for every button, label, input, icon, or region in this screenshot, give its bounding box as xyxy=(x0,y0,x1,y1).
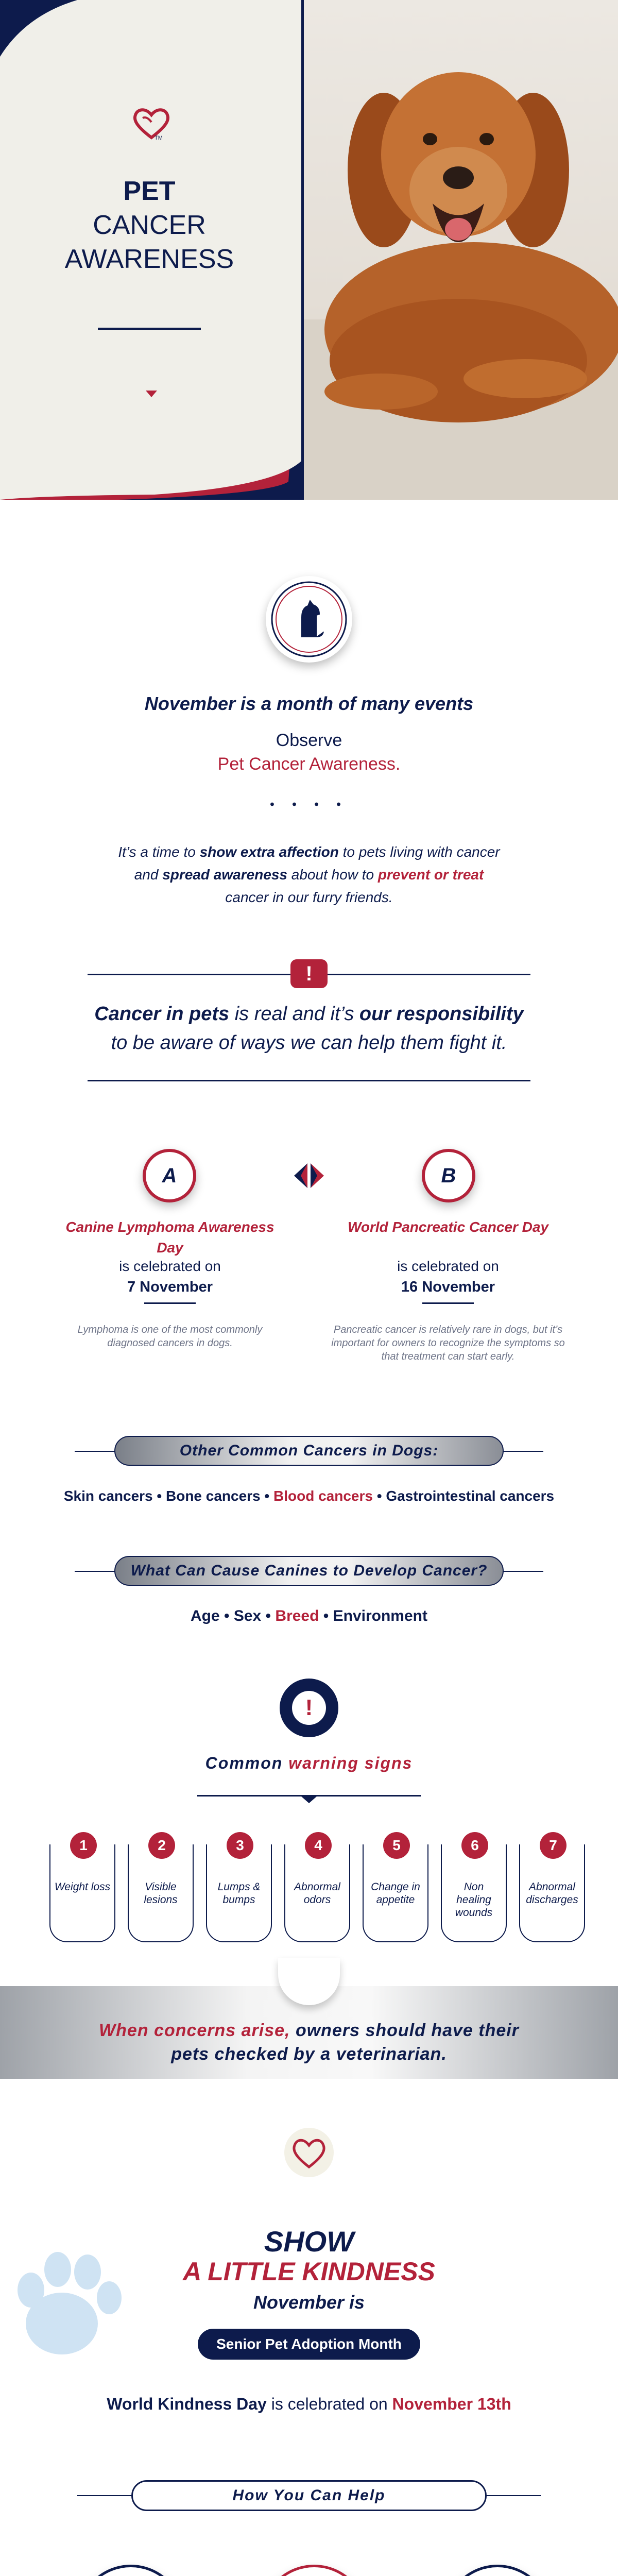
other-text: • Gastrointestinal cancers xyxy=(372,1488,555,1504)
sign-label: Abnormal odors xyxy=(294,1881,340,1906)
causes-text-red: Breed xyxy=(275,1607,319,1624)
day-a-title: Canine Lymphoma Awareness Day xyxy=(65,1219,274,1256)
sign-label: Non healing wounds xyxy=(455,1881,493,1919)
warning-sign-5 xyxy=(363,1837,428,1942)
hero-title-panel xyxy=(0,0,304,500)
warning-sign-2 xyxy=(128,1837,194,1942)
concerns-red: When concerns arise, xyxy=(99,2021,290,2040)
sign-label: Change in appetite xyxy=(371,1881,420,1906)
help-item-shelters xyxy=(444,2565,551,2576)
other-text-red: Blood cancers xyxy=(273,1488,373,1504)
warning-sign-6 xyxy=(441,1837,507,1942)
kindness-line2: A LITTLE KINDNESS xyxy=(183,2257,435,2286)
sign-number: 6 xyxy=(461,1832,488,1859)
day-b-note: Pancreatic cancer is relatively rare in dogs, but it’s important for owners to recognize the symptoms so that treatment can start early. xyxy=(331,1324,565,1362)
warning-heading-red: warning signs xyxy=(288,1754,413,1772)
hero-title-line1: PET xyxy=(123,176,176,206)
sign-number: 4 xyxy=(305,1832,332,1859)
world-kindness-day xyxy=(0,2395,618,2414)
warning-sign-1 xyxy=(49,1837,115,1942)
sign-label: Lumps & bumps xyxy=(217,1881,261,1906)
alert-icon: ! xyxy=(290,959,328,988)
sign-label: Abnormal discharges xyxy=(526,1881,578,1906)
other-list xyxy=(0,1488,618,1504)
senior-adoption-pill: Senior Pet Adoption Month xyxy=(198,2329,420,2360)
causes-list xyxy=(0,1607,618,1625)
sign-label: Visible lesions xyxy=(144,1881,178,1906)
hero-divider xyxy=(98,328,201,330)
intro-text: to pets living with cancer xyxy=(338,844,500,860)
day-b-title: World Pancreatic Cancer Day xyxy=(347,1219,549,1235)
sign-label: Weight loss xyxy=(54,1881,111,1893)
warning-sign-4 xyxy=(284,1837,350,1942)
warning-heading-text: Common xyxy=(205,1754,289,1772)
intro-text: and xyxy=(134,867,163,883)
intro-observe: Observe xyxy=(276,731,342,750)
warning-alert-glyph: ! xyxy=(292,1691,326,1725)
resp-text: is real and it’s xyxy=(229,1003,359,1025)
warning-heading xyxy=(0,1754,618,1773)
day-a-celebrated: is celebrated on xyxy=(119,1258,221,1274)
responsibility-text xyxy=(0,999,618,1057)
logo-trademark: TM xyxy=(154,135,163,141)
dog-silhouette-icon xyxy=(266,576,352,663)
badge-a: A xyxy=(143,1149,196,1202)
intro-paragraph xyxy=(52,841,566,909)
intro-bold-red: prevent or treat xyxy=(377,867,484,883)
intro-text: It’s a time to xyxy=(118,844,200,860)
concerns-navy: pets checked by a veterinarian. xyxy=(171,2044,447,2064)
divider-bottom xyxy=(88,1080,530,1081)
concerns-navy: owners should have their xyxy=(290,2021,519,2040)
dog-badge xyxy=(266,576,352,663)
intro-dots: • • • • xyxy=(270,798,348,811)
warning-sign-7 xyxy=(519,1837,585,1942)
other-heading: Other Common Cancers in Dogs: xyxy=(114,1436,504,1466)
intro-bold: spread awareness xyxy=(162,867,287,883)
chevron-down-icon xyxy=(146,391,157,397)
hero-title-line2: CANCER xyxy=(93,210,206,240)
hero-section xyxy=(0,0,618,500)
intro-heading: November is a month of many events xyxy=(144,693,474,714)
sign-number: 1 xyxy=(70,1832,97,1859)
day-b-date: 16 November xyxy=(401,1279,495,1295)
heart-logo-icon xyxy=(131,106,171,142)
kindness-line3: November is xyxy=(253,2292,365,2313)
concerns-text xyxy=(0,2019,618,2066)
wkd-text: is celebrated on xyxy=(266,2395,392,2413)
wkd-date: November 13th xyxy=(392,2395,511,2413)
sign-number: 5 xyxy=(383,1832,410,1859)
resp-bold: our responsibility xyxy=(359,1003,524,1025)
sign-number: 2 xyxy=(148,1832,175,1859)
day-a-rule xyxy=(144,1302,196,1304)
other-text: Skin cancers • Bone cancers • xyxy=(63,1488,273,1504)
day-a-date: 7 November xyxy=(127,1279,213,1295)
day-b-rule xyxy=(422,1302,474,1304)
sign-number: 3 xyxy=(227,1832,253,1859)
badge-b: B xyxy=(422,1149,475,1202)
kindness-line1: SHOW xyxy=(264,2225,354,2258)
dog-illustration xyxy=(304,0,618,500)
sign-number: 7 xyxy=(540,1832,566,1859)
intro-text: cancer in our furry friends. xyxy=(225,889,393,905)
warning-sign-3 xyxy=(206,1837,272,1942)
help-item-adopt xyxy=(77,2565,184,2576)
intro-observe-red: Pet Cancer Awareness. xyxy=(217,754,401,774)
day-a-note: Lymphoma is one of the most commonly diagnosed cancers in dogs. xyxy=(77,1324,263,1349)
resp-bold: Cancer in pets xyxy=(94,1003,230,1025)
help-heading: How You Can Help xyxy=(131,2480,487,2511)
resp-text: to be aware of ways we can help them fight it. xyxy=(111,1032,507,1054)
golden-retriever-photo xyxy=(304,0,618,500)
warning-pointer xyxy=(301,1796,317,1803)
intro-text: about how to xyxy=(287,867,378,883)
help-item-senior-pet xyxy=(261,2565,368,2576)
wkd-text: World Kindness Day xyxy=(107,2395,267,2413)
warning-alert-icon xyxy=(280,1679,338,1737)
hero-title-line3: AWARENESS xyxy=(64,244,234,274)
heart-logo-icon xyxy=(284,2128,334,2177)
causes-text: • Environment xyxy=(319,1607,427,1624)
arrows-icon xyxy=(294,1163,324,1188)
intro-bold: show extra affection xyxy=(199,844,339,860)
day-b-celebrated: is celebrated on xyxy=(397,1258,499,1274)
causes-text: Age • Sex • xyxy=(191,1607,276,1624)
causes-heading: What Can Cause Canines to Develop Cancer? xyxy=(114,1556,504,1586)
